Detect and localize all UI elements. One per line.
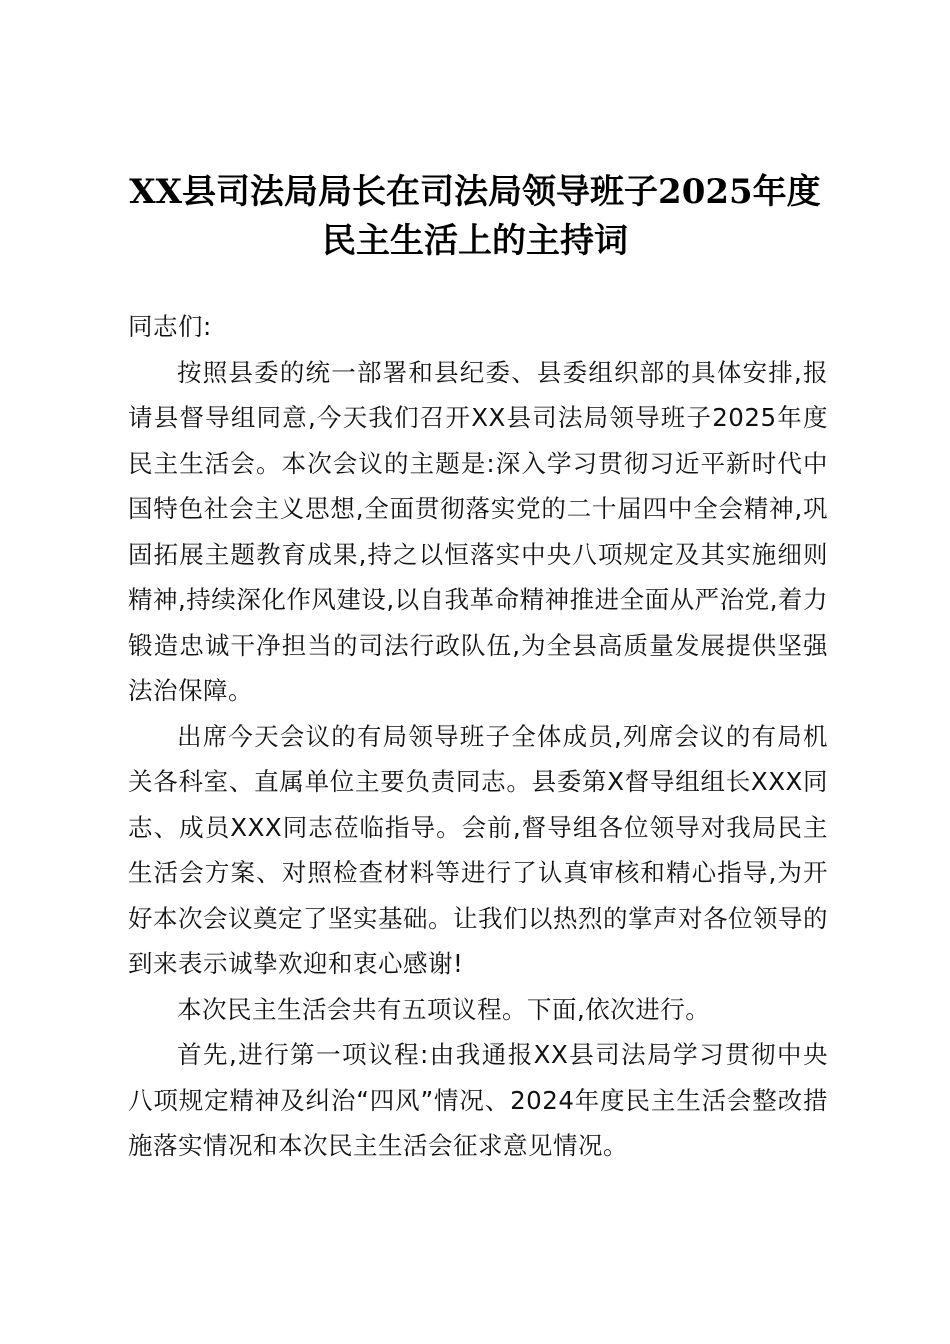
paragraph-agenda: 本次民主生活会共有五项议程。下面,依次进行。 — [177, 994, 711, 1024]
paragraph-attendees: 出席今天会议的有局领导班子全体成员,列席会议的有局机关各科室、直属单位主要负责同志。县委第X督导组组长XXX同志、成员XXX同志莅临指导。会前,督导组各位领导对我局民主生活会方案、对照检查材料等进行了认真审核和精心指导,为开好本次会议奠定了坚实基础。让我们以热烈的掌声对各位领导的到来表示诚挚欢迎和衷心感谢! — [128, 721, 828, 978]
salutation: 同志们: — [128, 312, 212, 341]
document-title-line-1: XX县司法局局长在司法局领导班子2025年度 — [129, 172, 821, 212]
paragraph-opening: 按照县委的统一部署和县纪委、县委组织部的具体安排,报请县督导组同意,今天我们召开XX县司法局领导班子2025年度民主生活会。本次会议的主题是:深入学习贯彻习近平新时代中国特色社会主义思想,全面贯彻落实党的二十届四中全会精神,巩固拓展主题教育成果,持之以恒落实中央八项规定及其实施细则精神,持续深化作风建设,以自我革命精神推进全面从严治党,着力锻造忠诚干净担当的司法行政队伍,为全县高质量发展提供坚强法治保障。 — [128, 357, 828, 705]
document-body — [128, 304, 828, 1169]
document-title-line-2: 民主生活上的主持词 — [322, 221, 628, 261]
paragraph-first-item: 首先,进行第一项议程:由我通报XX县司法局学习贯彻中央八项规定精神及纠治“四风”情况、2024年度民主生活会整改措施落实情况和本次民主生活会征求意见情况。 — [128, 1040, 828, 1160]
